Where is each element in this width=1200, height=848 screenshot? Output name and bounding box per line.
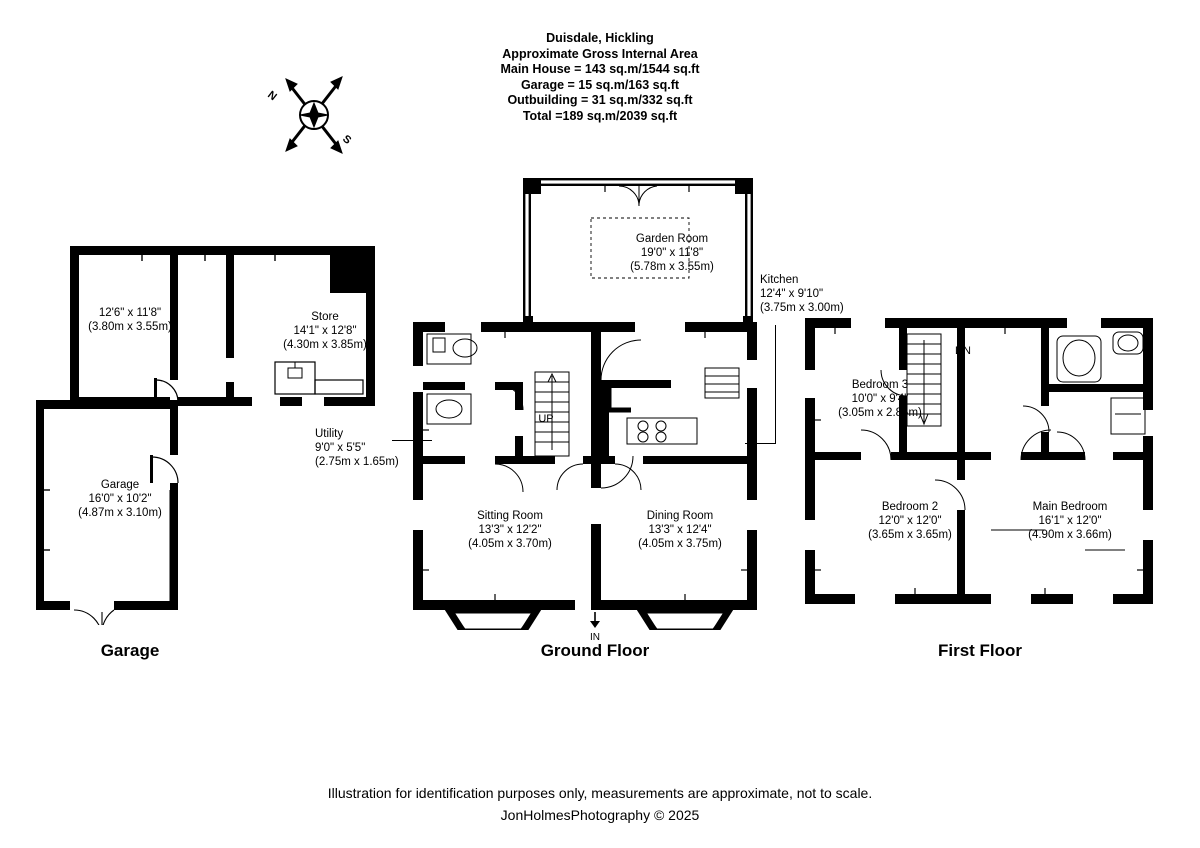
garage-dim-metric: (4.87m x 3.10m) bbox=[78, 507, 162, 519]
outbuilding-left-dim-imperial: 12'6" x 11'8" bbox=[98, 307, 162, 319]
garage-name: Garage bbox=[100, 479, 140, 491]
store-name: Store bbox=[311, 311, 339, 323]
store-dim-metric: (4.30m x 3.85m) bbox=[283, 339, 367, 351]
garden-room-dim-metric: (5.78m x 3.55m) bbox=[630, 261, 714, 273]
main-bedroom-dim-imperial: 16'1" x 12'0" bbox=[1038, 515, 1102, 527]
room-label-store bbox=[235, 310, 415, 352]
compass-rose bbox=[243, 58, 383, 173]
outbuilding-left-dim-metric: (3.80m x 3.55m) bbox=[88, 321, 172, 333]
garage-dim-imperial: 16'0" x 10'2" bbox=[88, 493, 152, 505]
store-dim-imperial: 14'1" x 12'8" bbox=[293, 325, 357, 337]
kitchen-leader-line-h bbox=[745, 443, 776, 444]
kitchen-dim-metric: (3.75m x 3.00m) bbox=[760, 302, 844, 314]
room-label-main-bedroom bbox=[980, 500, 1160, 542]
area-main-house: Main House = 143 sq.m/1544 sq.ft bbox=[500, 62, 700, 76]
dining-room-dim-metric: (4.05m x 3.75m) bbox=[638, 538, 722, 550]
room-label-garden-room bbox=[572, 232, 772, 274]
garden-room-dim-imperial: 19'0" x 11'8" bbox=[640, 247, 704, 259]
area-outbuilding: Outbuilding = 31 sq.m/332 sq.ft bbox=[507, 93, 693, 107]
compass-south-label: S bbox=[340, 132, 354, 147]
entrance-marker-in bbox=[575, 612, 615, 643]
main-bedroom-dim-metric: (4.90m x 3.66m) bbox=[1028, 529, 1112, 541]
dining-room-name: Dining Room bbox=[646, 510, 714, 522]
sitting-room-name: Sitting Room bbox=[477, 510, 543, 522]
property-title: Duisdale, Hickling bbox=[546, 31, 654, 45]
room-label-outbuilding-left bbox=[50, 306, 210, 334]
room-label-garage bbox=[30, 478, 210, 520]
stair-marker-up: UP bbox=[538, 413, 554, 425]
room-label-kitchen bbox=[760, 273, 940, 315]
bedroom2-name: Bedroom 2 bbox=[881, 501, 939, 513]
utility-name: Utility bbox=[315, 428, 344, 440]
main-bedroom-name: Main Bedroom bbox=[1032, 501, 1108, 513]
area-garage: Garage = 15 sq.m/163 sq.ft bbox=[520, 77, 680, 92]
utility-dim-metric: (2.75m x 1.65m) bbox=[315, 456, 399, 468]
kitchen-dim-imperial: 12'4" x 9'10" bbox=[760, 288, 824, 300]
utility-dim-imperial: 9'0" x 5'5" bbox=[315, 442, 366, 454]
footer bbox=[0, 782, 1200, 826]
bedroom2-dim-metric: (3.65m x 3.65m) bbox=[868, 529, 952, 541]
utility-leader-line bbox=[392, 440, 432, 441]
bedroom3-name: Bedroom 3 bbox=[851, 379, 909, 391]
floor-title-garage: Garage bbox=[100, 641, 160, 660]
room-label-dining-room bbox=[590, 509, 770, 551]
bedroom3-dim-metric: (3.05m x 2.85m) bbox=[838, 407, 922, 419]
compass-north-label: N bbox=[265, 88, 279, 104]
sitting-room-dim-metric: (4.05m x 3.70m) bbox=[468, 538, 552, 550]
footer-credit: JonHolmesPhotography © 2025 bbox=[500, 807, 700, 823]
bedroom2-dim-imperial: 12'0" x 12'0" bbox=[878, 515, 942, 527]
area-heading: Approximate Gross Internal Area bbox=[502, 46, 698, 61]
floor-title-ground: Ground Floor bbox=[540, 641, 650, 660]
room-label-utility bbox=[315, 427, 435, 469]
room-label-bedroom3 bbox=[800, 378, 960, 420]
stair-marker-dn: DN bbox=[955, 345, 971, 357]
footer-disclaimer: Illustration for identification purposes only, measurements are approximate, not to scale. bbox=[327, 785, 873, 801]
kitchen-name: Kitchen bbox=[760, 274, 799, 286]
room-label-sitting-room bbox=[420, 509, 600, 551]
sitting-room-dim-imperial: 13'3" x 12'2" bbox=[478, 524, 542, 536]
garden-room-name: Garden Room bbox=[635, 233, 709, 245]
dining-room-dim-imperial: 13'3" x 12'4" bbox=[648, 524, 712, 536]
kitchen-leader-line bbox=[775, 325, 776, 443]
bedroom3-dim-imperial: 10'0" x 9'4" bbox=[851, 393, 909, 405]
title-block bbox=[420, 31, 780, 124]
room-label-bedroom2 bbox=[825, 500, 995, 542]
entrance-label: IN bbox=[590, 632, 600, 643]
floor-title-first: First Floor bbox=[937, 641, 1023, 660]
area-total: Total =189 sq.m/2039 sq.ft bbox=[522, 108, 678, 123]
